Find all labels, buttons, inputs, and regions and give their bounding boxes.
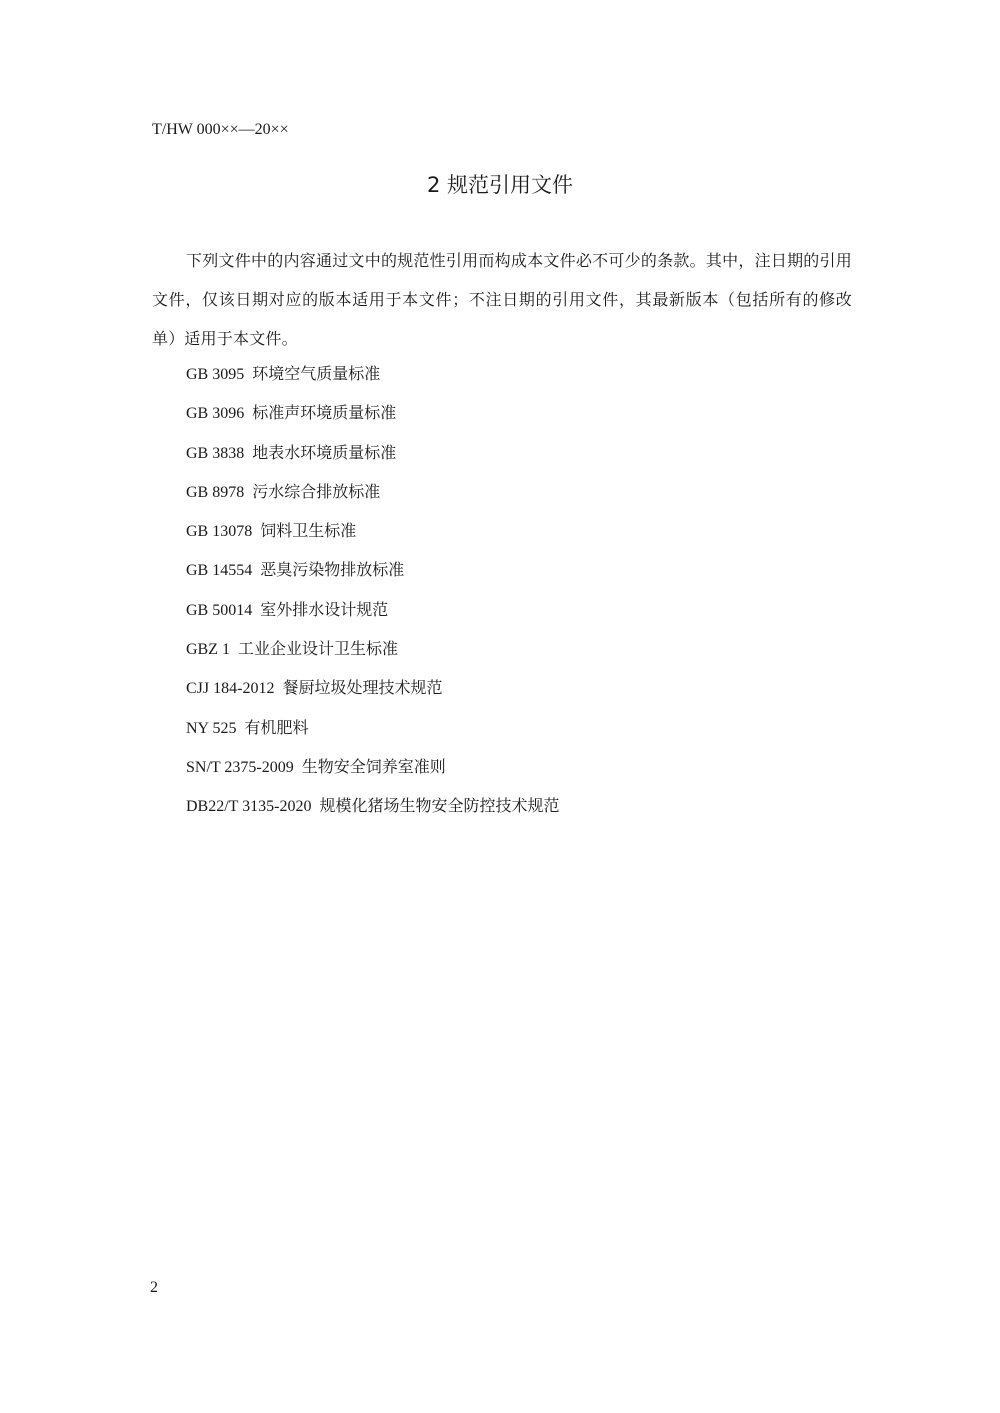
reference-item <box>186 629 560 668</box>
reference-code: GB 50014 <box>186 601 253 619</box>
reference-code: GB 14554 <box>186 562 253 580</box>
section-title: 2 规范引用文件 <box>426 173 574 197</box>
reference-title: 工业企业设计卫生标准 <box>238 639 399 659</box>
reference-item <box>186 472 560 511</box>
reference-title: 规模化猪场生物安全防控技术规范 <box>319 796 560 816</box>
reference-code: DB22/T 3135-2020 <box>186 798 312 816</box>
reference-title: 生物安全饲养室准则 <box>301 756 446 776</box>
reference-code: NY 525 <box>186 719 237 737</box>
reference-code: GB 13078 <box>186 523 253 541</box>
reference-title: 饲料卫生标准 <box>260 521 357 541</box>
reference-item <box>186 354 560 393</box>
reference-code: GB 8978 <box>186 483 245 501</box>
reference-title: 有机肥料 <box>244 717 309 737</box>
reference-item <box>186 708 560 747</box>
reference-code: GB 3838 <box>186 444 245 462</box>
intro-paragraph: 下列文件中的内容通过文中的规范性引用而构成本文件必不可少的条款。其中，注日期的引用文件，仅该日期对应的版本适用于本文件；不注日期的引用文件，其最新版本（包括所有的修改单）适用于本文件。 <box>152 251 852 348</box>
reference-code: CJJ 184-2012 <box>186 680 275 698</box>
reference-item <box>186 393 560 432</box>
reference-item <box>186 433 560 472</box>
reference-code: GB 3095 <box>186 366 245 383</box>
reference-item <box>186 550 560 589</box>
reference-list <box>186 354 560 826</box>
reference-item <box>186 511 560 550</box>
reference-title: 地表水环境质量标准 <box>252 442 397 462</box>
reference-title: 标准声环境质量标准 <box>252 403 397 423</box>
reference-item <box>186 668 560 707</box>
document-code-header: T/HW 000××—20×× <box>152 121 289 138</box>
reference-title: 室外排水设计规范 <box>260 599 389 619</box>
reference-code: GB 3096 <box>186 405 245 423</box>
page-number: 2 <box>150 1279 158 1296</box>
reference-item <box>186 590 560 629</box>
reference-item <box>186 786 560 825</box>
reference-title: 恶臭污染物排放标准 <box>260 560 405 580</box>
reference-code: GBZ 1 <box>186 641 230 659</box>
reference-item <box>186 747 560 786</box>
reference-title: 餐厨垃圾处理技术规范 <box>282 678 443 698</box>
reference-title: 环境空气质量标准 <box>252 364 381 383</box>
reference-code: SN/T 2375-2009 <box>186 758 294 776</box>
reference-title: 污水综合排放标准 <box>252 481 381 501</box>
